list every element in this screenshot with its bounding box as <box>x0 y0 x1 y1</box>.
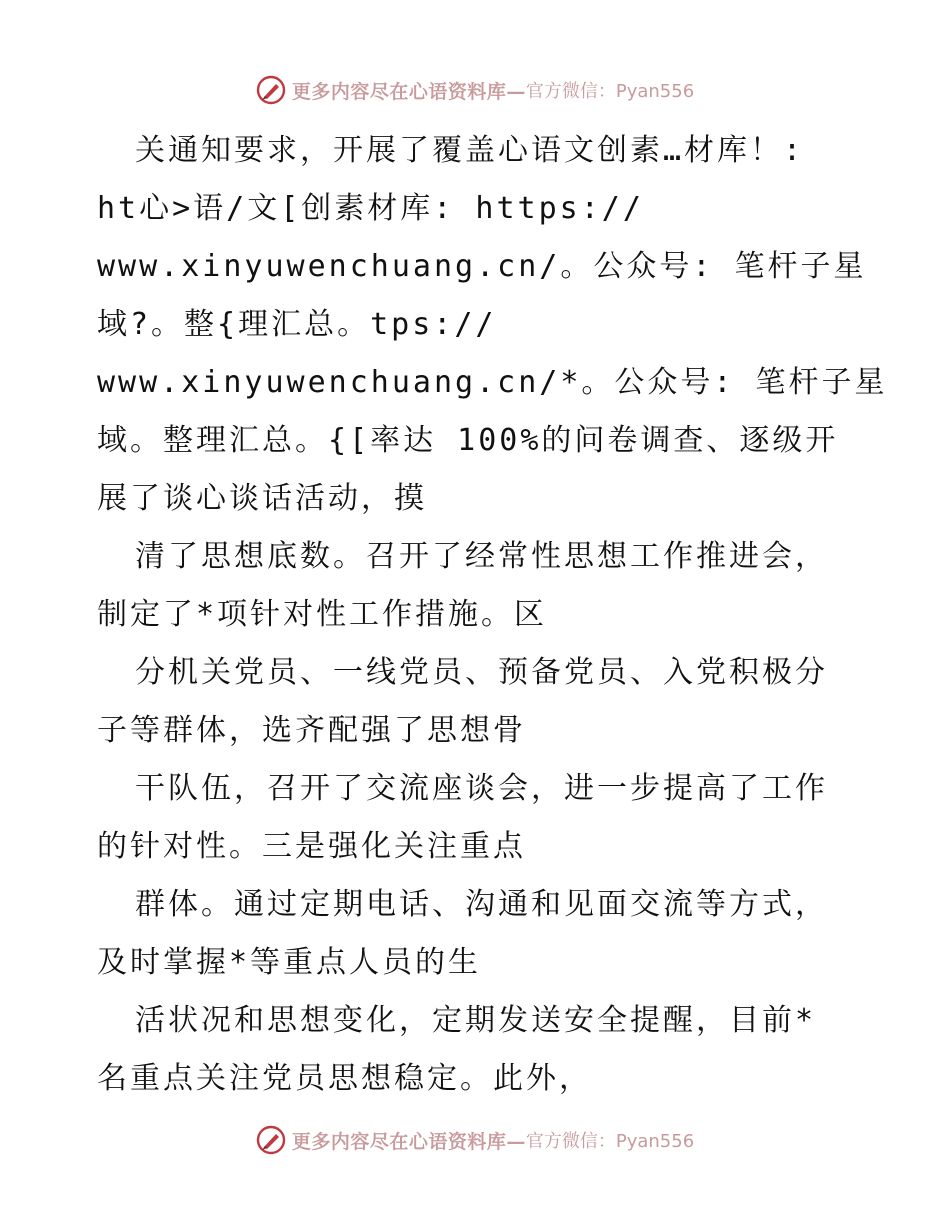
text-line: 域?。整{理汇总。tps:// <box>97 307 497 342</box>
text-line: 群体。通过定期电话、沟通和见面交流等方式， <box>135 887 828 922</box>
text-line: 活状况和思想变化，定期发送安全提醒，目前* <box>135 1003 817 1038</box>
document-body <box>97 122 888 1108</box>
text-line: 清了思想底数。召开了经常性思想工作推进会， <box>135 539 828 574</box>
text-line: 展了谈心谈话活动，摸 <box>97 481 427 516</box>
text-line: 干队伍，召开了交流座谈会，进一步提高了工作 <box>135 771 828 806</box>
text-line: 子等群体，选齐配强了思想骨 <box>97 713 526 748</box>
text-line: www.xinyuwenchuang.cn/。公众号: 笔杆子星 <box>97 249 867 284</box>
text-line: 名重点关注党员思想稳定。此外， <box>97 1061 592 1096</box>
header-wechat-text: 官方微信：Pyan556 <box>525 81 695 102</box>
text-line: 及时掌握*等重点人员的生 <box>97 945 482 980</box>
text-line: 制定了*项针对性工作措施。区 <box>97 597 548 632</box>
text-line: 的针对性。三是强化关注重点 <box>97 829 526 864</box>
quill-logo-icon <box>256 75 286 105</box>
footer-watermark <box>0 1122 950 1158</box>
text-line: www.xinyuwenchuang.cn/*。公众号: 笔杆子星 <box>97 365 888 400</box>
header-banner-text: 更多内容尽在心语资料库— <box>291 80 526 103</box>
header-watermark <box>0 72 950 108</box>
text-line: 关通知要求，开展了覆盖心语文创素…材库！: <box>135 133 805 168</box>
footer-banner-text: 更多内容尽在心语资料库— <box>291 1130 526 1153</box>
footer-wechat-text: 官方微信：Pyan556 <box>525 1131 695 1152</box>
text-line: ht心>语/文[创素材库: https:// <box>97 191 644 226</box>
quill-logo-icon <box>256 1125 286 1155</box>
text-line: 域。整理汇总。{[率达 100%的问卷调查、逐级开 <box>97 423 839 458</box>
text-line: 分机关党员、一线党员、预备党员、入党积极分 <box>135 655 828 690</box>
